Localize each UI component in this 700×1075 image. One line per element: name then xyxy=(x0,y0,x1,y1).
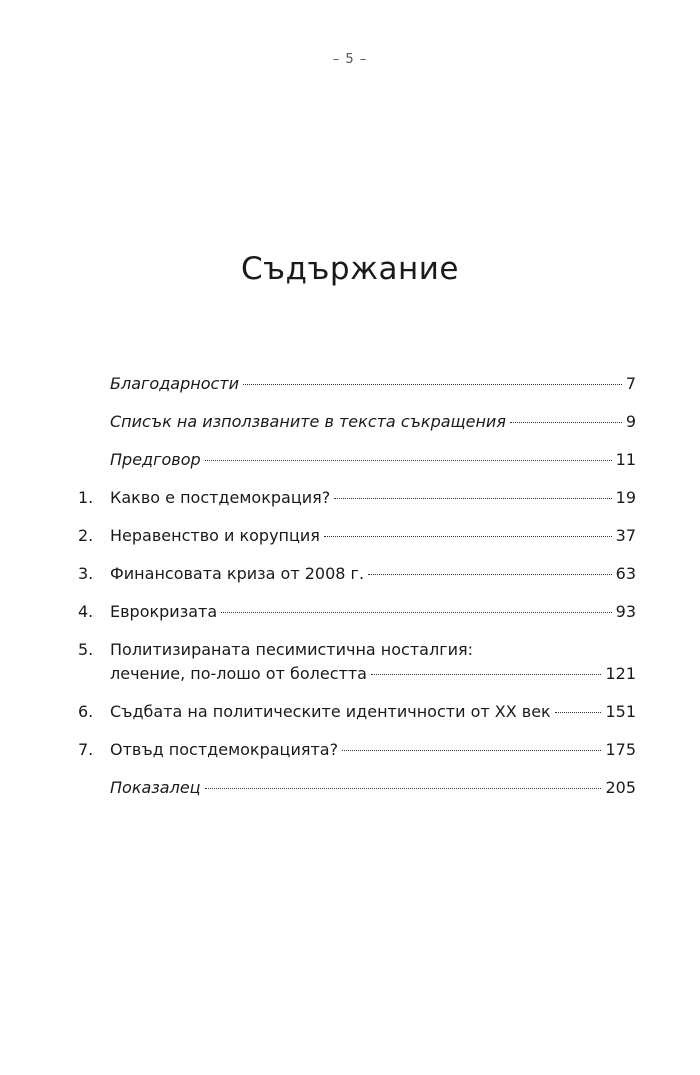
toc-entry-chapter-6[interactable] xyxy=(78,700,636,724)
toc-entry-chapter-1[interactable] xyxy=(78,486,636,510)
dot-leader xyxy=(205,788,602,789)
toc-entry-abbreviations[interactable] xyxy=(78,410,636,434)
dot-leader xyxy=(205,460,612,461)
dot-leader xyxy=(510,422,622,423)
dot-leader xyxy=(243,384,622,385)
toc-entry-page: 63 xyxy=(615,564,636,583)
toc-entry-chapter-2[interactable] xyxy=(78,524,636,548)
toc-entry-page: 151 xyxy=(605,702,636,721)
toc-entry-chapter-7[interactable] xyxy=(78,738,636,762)
toc-entry-page: 37 xyxy=(615,526,636,545)
dot-leader xyxy=(334,498,611,499)
toc-entry-title: лечение, по-лошо от болестта xyxy=(110,664,367,683)
toc-entry-page: 19 xyxy=(615,488,636,507)
dot-leader xyxy=(342,750,601,751)
toc-entry-page: 7 xyxy=(625,374,636,393)
toc-entry-title: Неравенство и корупция xyxy=(110,526,320,545)
toc-entry-title-line1: Политизираната песимистична носталгия: xyxy=(110,640,474,659)
toc-entry-index[interactable] xyxy=(78,776,636,800)
dot-leader xyxy=(371,674,601,675)
toc-entry-page: 9 xyxy=(625,412,636,431)
dot-leader xyxy=(368,574,612,575)
toc-entry-chapter-3[interactable] xyxy=(78,562,636,586)
toc-entry-page: 121 xyxy=(605,664,636,683)
toc-entry-chapter-5[interactable] xyxy=(78,638,636,686)
chapter-number: 6. xyxy=(78,702,94,721)
toc-entry-title: Съдбата на политическите идентичности от XX век xyxy=(110,702,551,721)
toc-entry-title: Списък на използваните в текста съкращения xyxy=(110,412,506,431)
toc-entry-title: Показалец xyxy=(110,778,201,797)
chapter-number: 1. xyxy=(78,488,94,507)
toc-entry-title: Финансовата криза от 2008 г. xyxy=(110,564,365,583)
toc-entry-page: 205 xyxy=(605,778,636,797)
toc-entry-title: Отвъд постдемокрацията? xyxy=(110,740,339,759)
toc-entry-page: 175 xyxy=(605,740,636,759)
dot-leader xyxy=(324,536,612,537)
chapter-number: 7. xyxy=(78,740,94,759)
page-number: – 5 – xyxy=(332,52,368,67)
chapter-number: 3. xyxy=(78,564,94,583)
chapter-number: 2. xyxy=(78,526,94,545)
chapter-number: 4. xyxy=(78,602,94,621)
toc-entry-title: Предговор xyxy=(110,450,201,469)
toc-title: Съдържание xyxy=(241,251,459,287)
toc-entry-title: Какво е постдемокрация? xyxy=(110,488,331,507)
dot-leader xyxy=(221,612,612,613)
toc-entry-page: 11 xyxy=(615,450,636,469)
toc-entry-acknowledgements[interactable] xyxy=(78,372,636,396)
table-of-contents xyxy=(78,372,636,800)
chapter-number: 5. xyxy=(78,640,94,659)
toc-entry-page: 93 xyxy=(615,602,636,621)
toc-entry-chapter-4[interactable] xyxy=(78,600,636,624)
toc-entry-title: Еврокризата xyxy=(110,602,218,621)
dot-leader xyxy=(555,712,602,713)
toc-entry-preface[interactable] xyxy=(78,448,636,472)
toc-entry-title: Благодарности xyxy=(110,374,239,393)
